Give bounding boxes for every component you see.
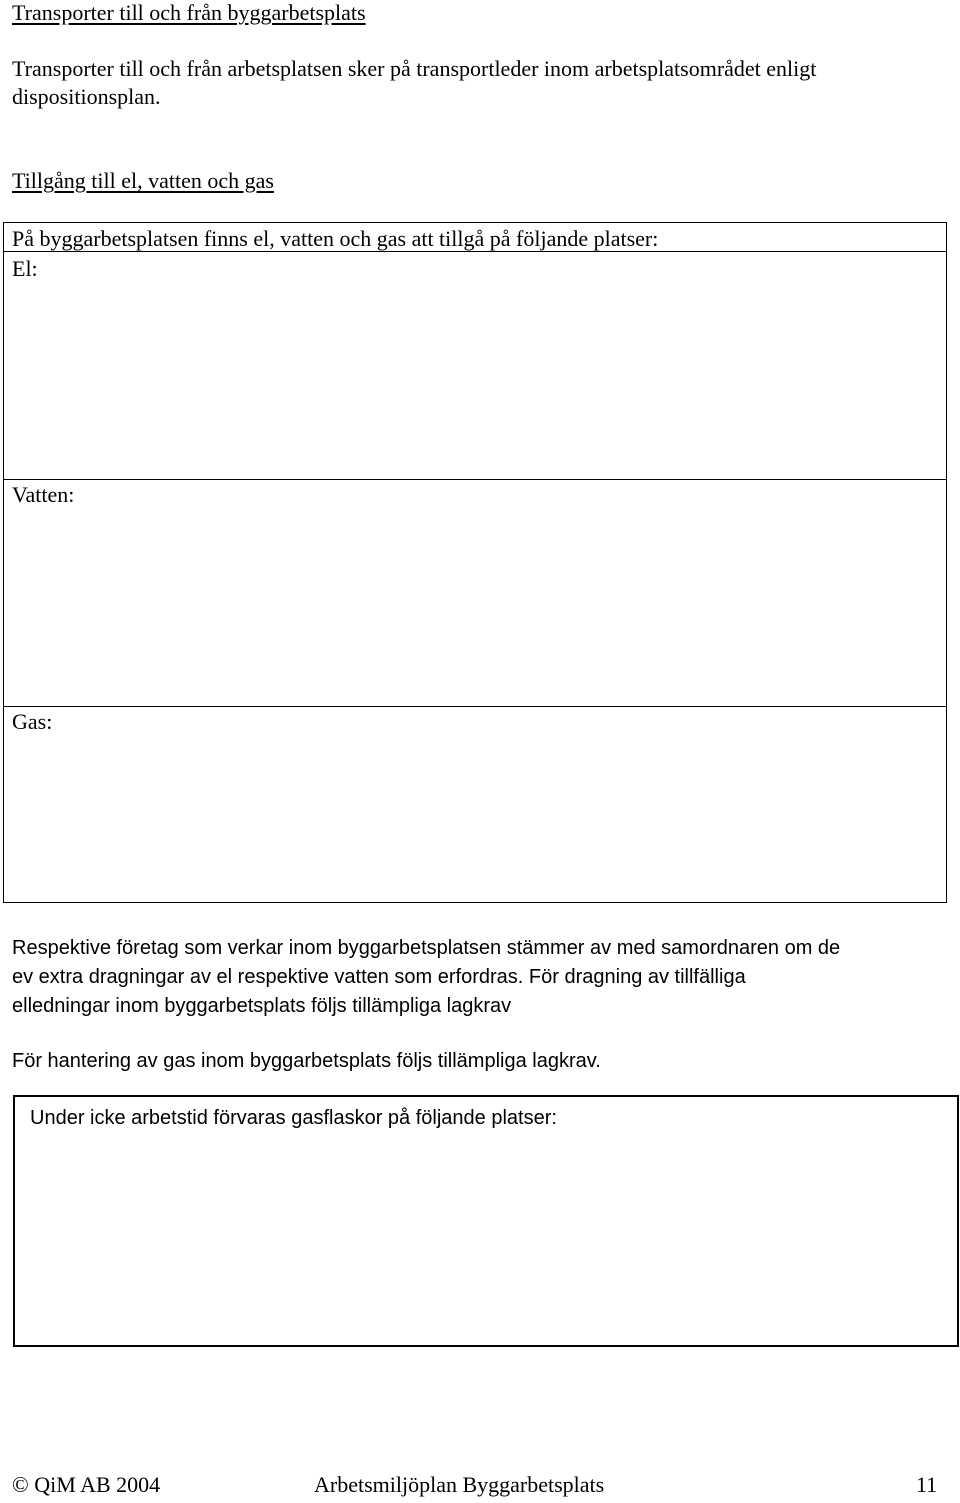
notes-line: Respektive företag som verkar inom byggarbetsplatsen stämmer av med samordnaren om de (12, 937, 841, 959)
footer-company: QiM AB 2004 (34, 1472, 161, 1497)
notes-paragraph-1 (12, 934, 942, 1021)
transport-body-line2: dispositionsplan. (12, 84, 161, 109)
table-divider (4, 251, 946, 252)
footer-left (12, 1474, 160, 1496)
section-heading-transport: Transporter till och från byggarbetsplats (12, 0, 366, 25)
utilities-table (3, 222, 947, 903)
table-divider (4, 706, 946, 707)
section-heading-utilities: Tillgång till el, vatten och gas (12, 168, 274, 193)
footer-document-title: Arbetsmiljöplan Byggarbetsplats (314, 1472, 605, 1497)
row-label-vatten: Vatten: (12, 482, 75, 507)
utilities-intro: På byggarbetsplatsen finns el, vatten och gas att tillgå på följande platser: (12, 226, 659, 251)
row-label-el: El: (12, 256, 38, 281)
notes-line: elledningar inom byggarbetsplats följs tillämpliga lagkrav (12, 995, 512, 1017)
copyright-icon: © (12, 1472, 29, 1497)
notes-paragraph-2: För hantering av gas inom byggarbetsplats följs tillämpliga lagkrav. (12, 1050, 601, 1072)
gas-storage-box (13, 1095, 959, 1347)
gas-storage-label: Under icke arbetstid förvaras gasflaskor på följande platser: (30, 1107, 557, 1129)
transport-body-line1: Transporter till och från arbetsplatsen sker på transportleder inom arbetsplatsområdet enligt (12, 56, 817, 81)
table-divider (4, 479, 946, 480)
footer-page-number: 11 (916, 1472, 938, 1497)
row-label-gas: Gas: (12, 709, 53, 734)
notes-line: ev extra dragningar av el respektive vatten som erfordras. För dragning av tillfälliga (12, 966, 746, 988)
